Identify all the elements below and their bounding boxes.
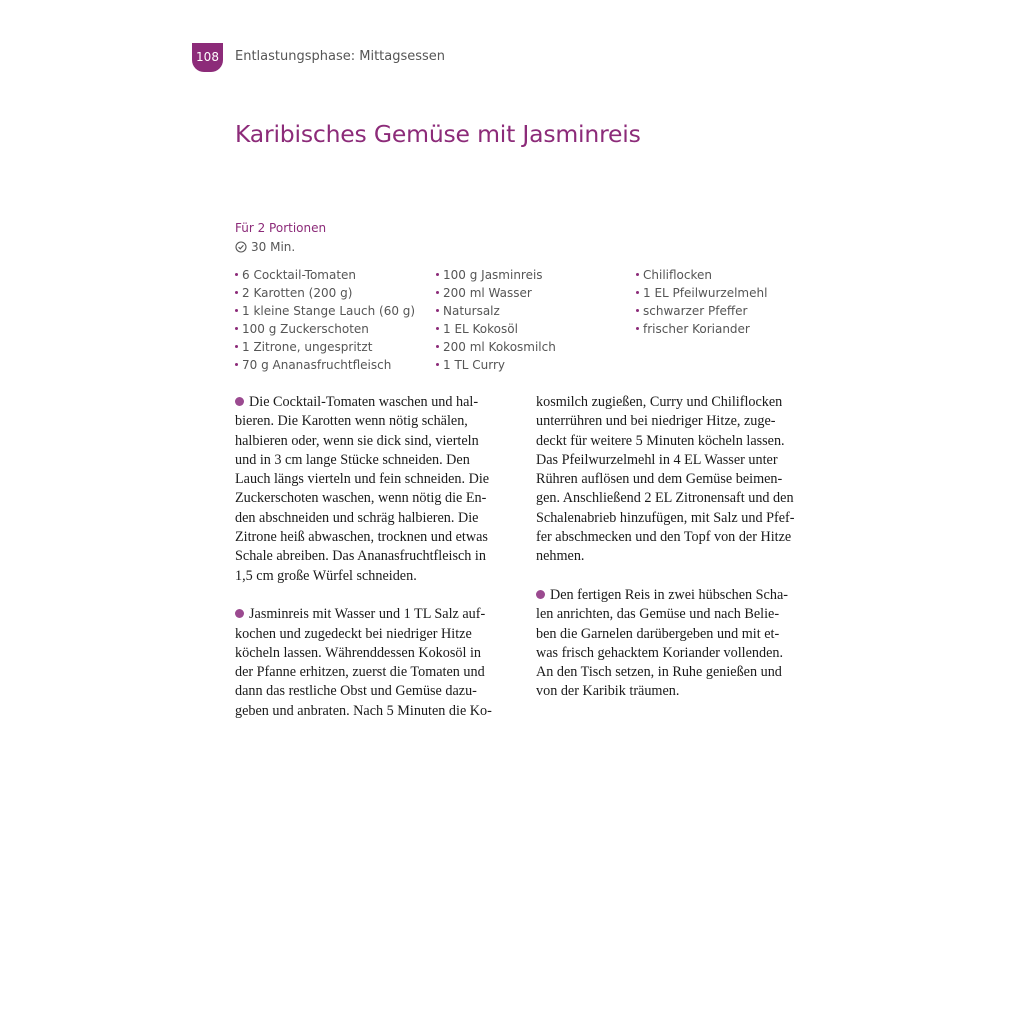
ingredient-item: 6 Cocktail-Tomaten [235,266,415,284]
instructions-left-column [235,393,511,740]
bullet-dot-icon [235,291,238,294]
portions-label: Für 2 Portionen [235,221,327,235]
ingredient-item: 200 ml Kokosmilch [436,338,556,356]
ingredient-item: frischer Koriander [636,320,767,338]
bullet-dot-icon [436,363,439,366]
instruction-paragraph: Die Cocktail-Tomaten waschen und hal- bieren. Die Karotten wenn nötig schälen, halbieren oder, wenn sie dick sind, vierteln und in 3 cm lange Stücke schneiden. Den Lauch längs vierteln und fein schneiden. Die Zuckerschoten waschen, wenn nötig die En- den abschneiden und schräg halbieren. Die Zitrone heiß abwaschen, trocknen und etwas Schale abreiben. Das Ananasfruchtfleisch in 1,5 cm große Würfel schneiden. [235,394,490,584]
bullet-dot-icon [235,609,244,618]
ingredients-column-3 [636,266,767,338]
ingredients-column-2 [436,266,556,374]
bullet-dot-icon [636,327,639,330]
page-number: 108 [192,43,223,72]
time-label: 30 Min. [251,240,296,254]
ingredient-item: 100 g Zuckerschoten [235,320,415,338]
ingredient-item: 200 ml Wasser [436,284,556,302]
ingredient-item: 1 kleine Stange Lauch (60 g) [235,302,415,320]
running-head: Entlastungsphase: Mittagsessen [235,49,446,64]
bullet-dot-icon [436,291,439,294]
bullet-dot-icon [436,327,439,330]
bullet-dot-icon [235,345,238,348]
bullet-dot-icon [235,363,238,366]
ingredient-item: 1 EL Kokosöl [436,320,556,338]
clock-icon [235,241,247,253]
ingredients-column-1 [235,266,415,374]
ingredient-item: 1 Zitrone, ungespritzt [235,338,415,356]
ingredient-item: 70 g Ananasfruchtfleisch [235,356,415,374]
bullet-dot-icon [235,273,238,276]
instruction-paragraph: kosmilch zugießen, Curry und Chiliflocken unterrühren und bei niedriger Hitze, zuge- deckt für weitere 5 Minuten köcheln lassen. Das Pfeilwurzelmehl in 4 EL Wasser unter Rühren auflösen und dem Gemüse beimen- gen. Anschließend 2 EL Zitronensaft und den Schalenabrieb hinzufügen, mit Salz und Pfef- fer abschmecken und den Topf von der Hitze nehmen. [536,394,795,565]
bullet-dot-icon [436,273,439,276]
instruction-paragraph: Den fertigen Reis in zwei hübschen Scha- len anrichten, das Gemüse und nach Belie- ben die Garnelen darübergeben und mit et- was frisch gehacktem Koriander vollenden. An den Tisch setzen, in Ruhe genießen und von der Karibik träumen. [536,586,788,700]
instructions-right-column [536,393,812,721]
bullet-dot-icon [636,273,639,276]
instruction-paragraph: Jasminreis mit Wasser und 1 TL Salz auf- kochen und zugedeckt bei niedriger Hitze köcheln lassen. Währenddessen Kokosöl in der Pfanne erhitzen, zuerst die Tomaten und dann das restliche Obst und Gemüse dazu- geben und anbraten. Nach 5 Minuten die Ko- [235,606,492,719]
ingredient-item: 1 EL Pfeilwurzelmehl [636,284,767,302]
ingredient-item: 100 g Jasminreis [436,266,556,284]
time-info [235,240,295,254]
bullet-dot-icon [235,309,238,312]
bullet-dot-icon [436,309,439,312]
ingredient-item: schwarzer Pfeffer [636,302,767,320]
ingredient-item: 2 Karotten (200 g) [235,284,415,302]
ingredient-item: Natursalz [436,302,556,320]
bullet-dot-icon [636,309,639,312]
ingredient-item: 1 TL Curry [436,356,556,374]
ingredient-item: Chiliflocken [636,266,767,284]
bullet-dot-icon [235,397,244,406]
bullet-dot-icon [235,327,238,330]
bullet-dot-icon [436,345,439,348]
recipe-title: Karibisches Gemüse mit Jasminreis [235,120,641,148]
bullet-dot-icon [536,590,545,599]
bullet-dot-icon [636,291,639,294]
